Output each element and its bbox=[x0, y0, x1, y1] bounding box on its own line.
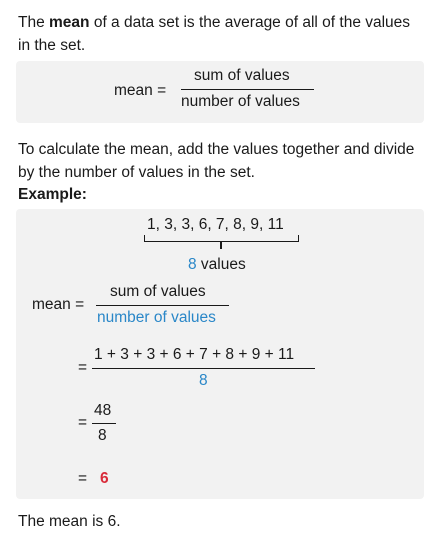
step2-denominator: 8 bbox=[98, 427, 107, 444]
intro-suffix: of a data set is the average of all of the values in the set. bbox=[18, 14, 411, 54]
data-set-brace-stem bbox=[220, 241, 222, 249]
example-formula-fraction-bar bbox=[96, 305, 229, 306]
definition-box bbox=[16, 61, 424, 123]
step2-equals: = bbox=[78, 414, 88, 431]
definition-lhs: mean = bbox=[114, 82, 167, 99]
step3-equals: = bbox=[78, 470, 88, 487]
definition-denominator: number of values bbox=[181, 93, 300, 110]
result-value: 6 bbox=[100, 470, 109, 487]
definition-fraction-bar bbox=[181, 89, 314, 90]
example-formula-lhs: mean = bbox=[32, 296, 85, 313]
conclusion-text: The mean is 6. bbox=[18, 513, 121, 530]
example-formula-numerator: sum of values bbox=[110, 283, 206, 300]
example-box bbox=[16, 209, 424, 499]
step1-equals: = bbox=[78, 359, 88, 376]
example-data-set: 1, 3, 3, 6, 7, 8, 9, 11 bbox=[147, 216, 284, 233]
instruction-paragraph: To calculate the mean, add the values together and divide by the number of values in the set. bbox=[18, 141, 415, 181]
example-count-word: values bbox=[196, 256, 246, 273]
example-count-number: 8 bbox=[188, 256, 197, 273]
intro-bold-term: mean bbox=[49, 14, 90, 31]
step2-fraction-bar bbox=[92, 423, 116, 424]
definition-numerator: sum of values bbox=[194, 67, 290, 84]
data-set-brace bbox=[144, 235, 299, 242]
intro-paragraph bbox=[18, 11, 423, 57]
step1-denominator: 8 bbox=[199, 372, 208, 389]
example-count bbox=[188, 256, 246, 274]
step1-numerator: 1 + 3 + 3 + 6 + 7 + 8 + 9 + 11 bbox=[94, 346, 295, 363]
step1-fraction-bar bbox=[92, 368, 315, 369]
intro-prefix: The bbox=[18, 14, 50, 31]
example-formula-denominator: number of values bbox=[97, 309, 216, 326]
example-label: Example: bbox=[18, 186, 87, 203]
step2-numerator: 48 bbox=[94, 402, 112, 419]
